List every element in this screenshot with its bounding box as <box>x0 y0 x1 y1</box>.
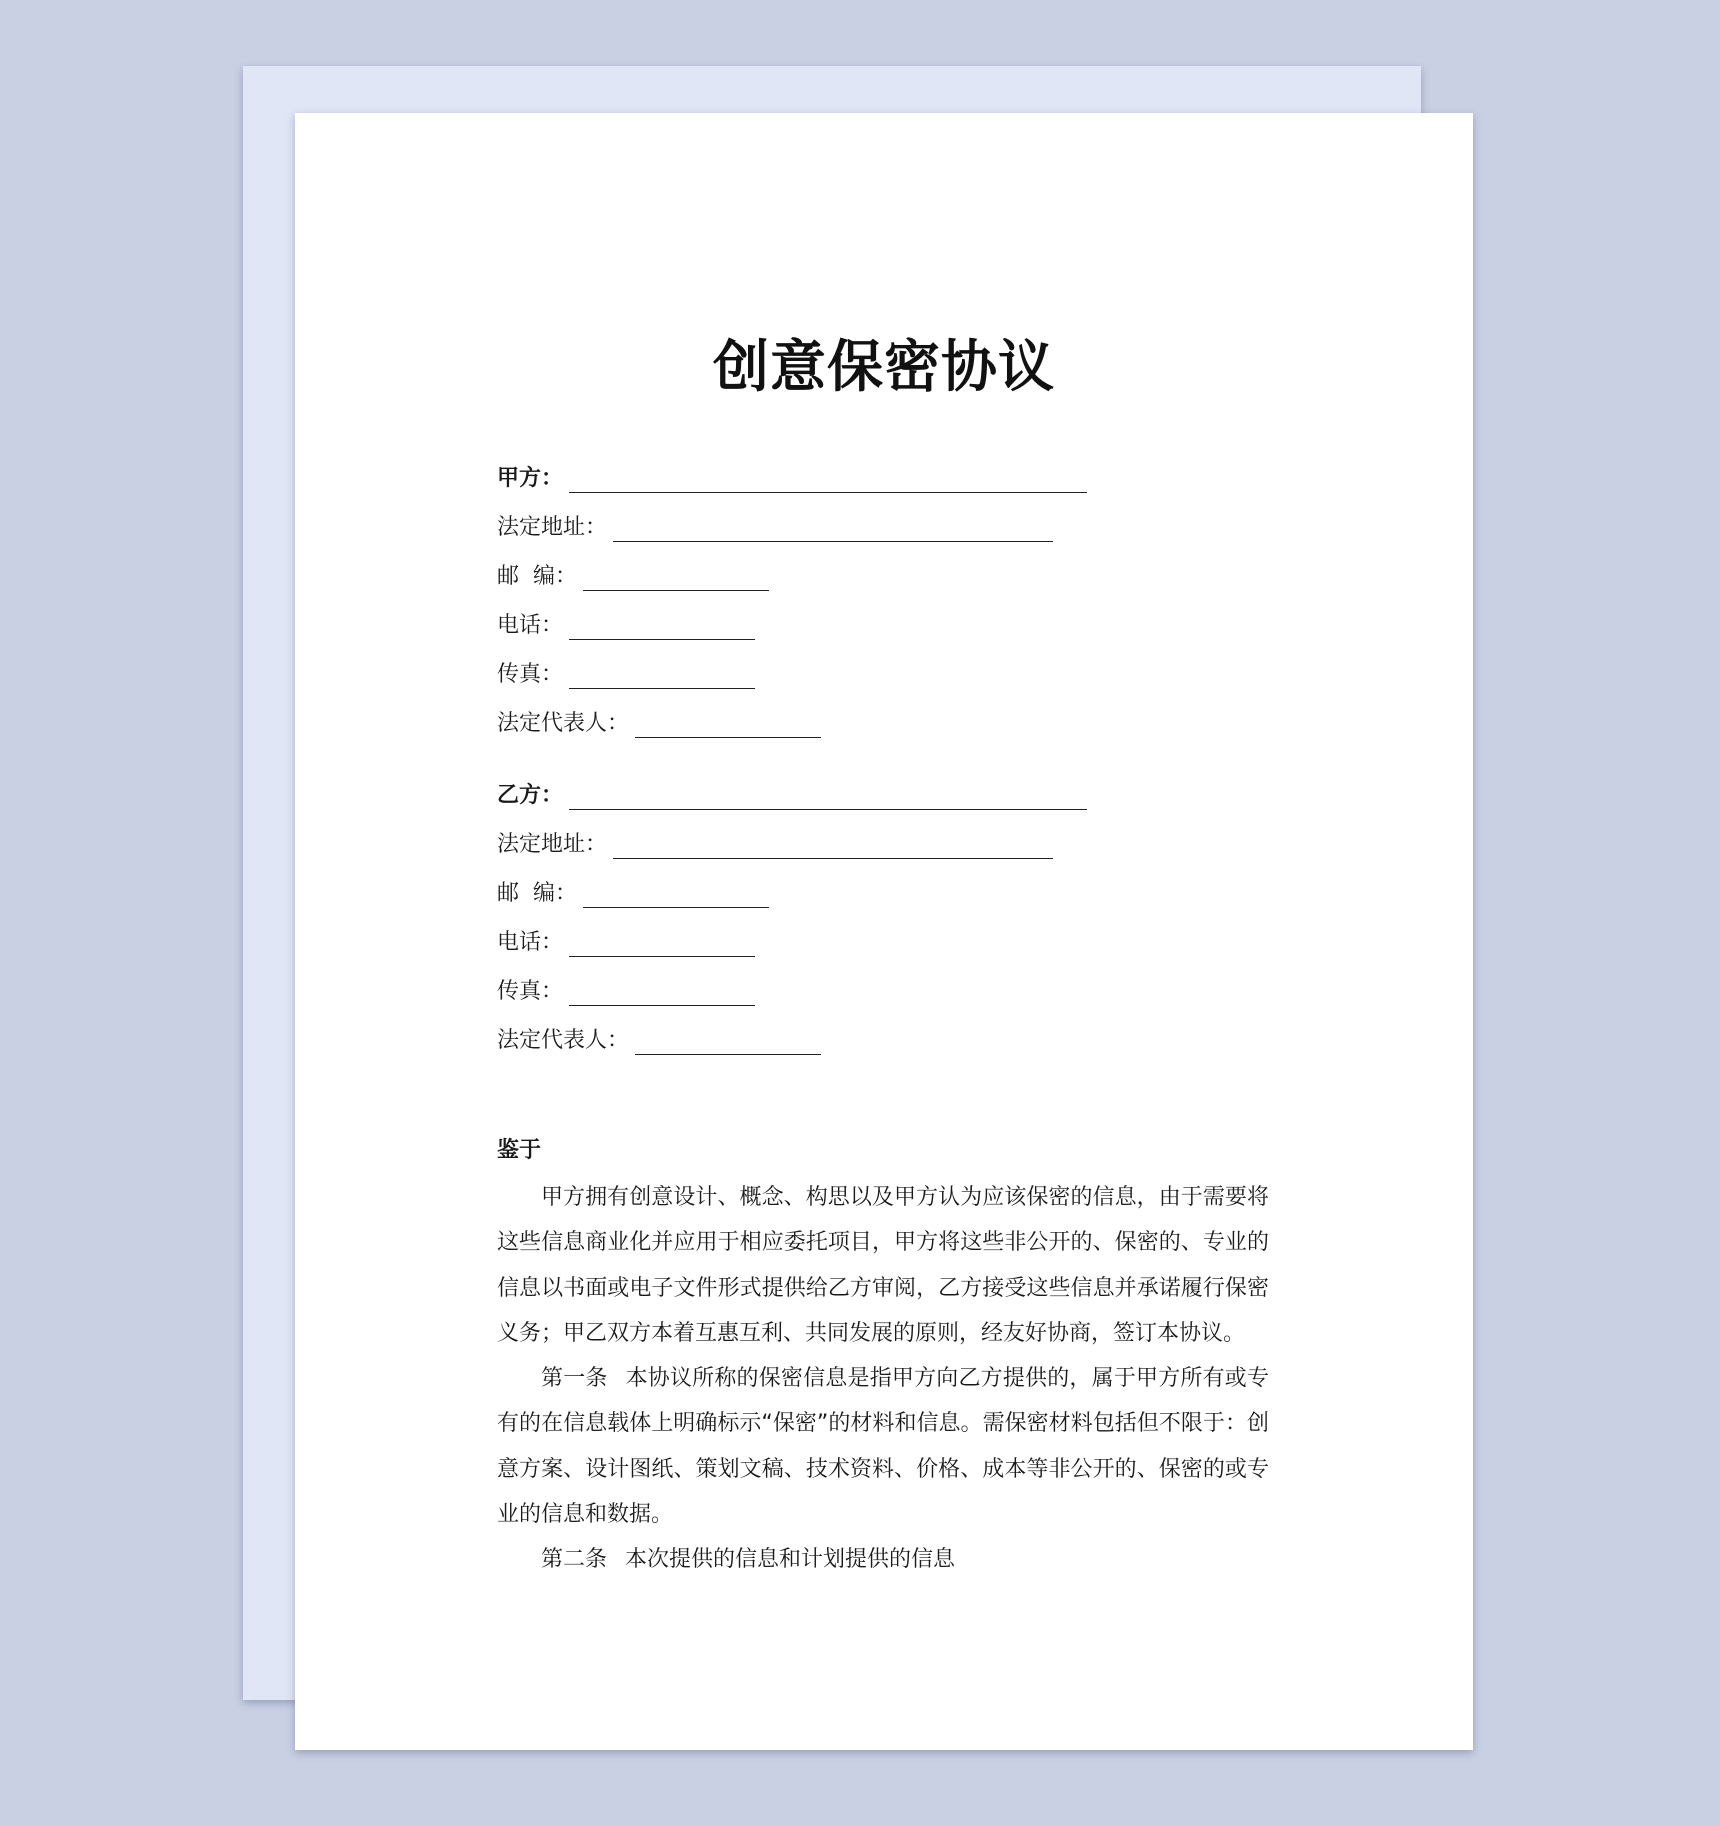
party-b-address-label: 法定地址： <box>497 832 608 857</box>
clause-1-text: 本协议所称的保密信息是指甲方向乙方提供的，属于甲方所有或专有的在信息载体上明确标示“保密”的材料和信息。需保密材料包括但不限于：创意方案、设计图纸、策划文稿、技术资料、价格、成本等非公开的、保密的或专业的信息和数据。 <box>497 1366 1269 1528</box>
party-b-phone-label: 电话： <box>497 930 564 955</box>
party-b-fax-row <box>497 972 755 1006</box>
party-b-postcode-blank[interactable] <box>583 887 769 908</box>
document-title: 创意保密协议 <box>713 335 1055 400</box>
party-a-address-blank[interactable] <box>613 521 1053 542</box>
party-b-representative-row <box>497 1021 821 1055</box>
party-b-phone-blank[interactable] <box>569 936 755 957</box>
party-a-phone-row <box>497 606 755 640</box>
agreement-body <box>497 1175 1269 1583</box>
party-a-postcode-row <box>497 557 769 591</box>
clause-1 <box>497 1356 1269 1537</box>
party-a-label: 甲方： <box>497 466 564 491</box>
party-b-fax-blank[interactable] <box>569 985 755 1006</box>
party-b-fax-label: 传真： <box>497 979 564 1004</box>
party-b-address-row <box>497 825 1053 859</box>
party-a-fax-label: 传真： <box>497 662 564 687</box>
party-a-representative-label: 法定代表人： <box>497 711 630 736</box>
party-a-phone-label: 电话： <box>497 613 564 638</box>
party-b-postcode-label: 邮 编： <box>497 881 577 906</box>
whereas-heading: 鉴于 <box>497 1138 542 1163</box>
party-b-representative-blank[interactable] <box>635 1034 821 1055</box>
party-a-name-row <box>497 459 1087 493</box>
document-page <box>295 113 1473 1750</box>
party-b-address-blank[interactable] <box>613 838 1053 859</box>
clause-2-number: 第二条 <box>541 1547 608 1573</box>
party-a-address-label: 法定地址： <box>497 515 608 540</box>
clause-2 <box>497 1537 1269 1582</box>
party-b-representative-label: 法定代表人： <box>497 1028 630 1053</box>
party-a-phone-blank[interactable] <box>569 619 755 640</box>
whereas-paragraph: 甲方拥有创意设计、概念、构思以及甲方认为应该保密的信息，由于需要将这些信息商业化并应用于相应委托项目，甲方将这些非公开的、保密的、专业的信息以书面或电子文件形式提供给乙方审阅，乙方接受这些信息并承诺履行保密义务；甲乙双方本着互惠互利、共同发展的原则，经友好协商，签订本协议。 <box>497 1185 1269 1346</box>
party-a-postcode-label: 邮 编： <box>497 564 577 589</box>
party-b-label: 乙方： <box>497 783 564 808</box>
party-b-postcode-row <box>497 874 769 908</box>
party-a-fax-blank[interactable] <box>569 668 755 689</box>
party-b-name-row <box>497 776 1087 810</box>
party-a-name-blank[interactable] <box>569 472 1087 493</box>
party-b-phone-row <box>497 923 755 957</box>
party-b-name-blank[interactable] <box>569 789 1087 810</box>
clause-2-text: 本次提供的信息和计划提供的信息 <box>625 1547 956 1573</box>
party-a-postcode-blank[interactable] <box>583 570 769 591</box>
party-a-representative-row <box>497 704 821 738</box>
party-a-representative-blank[interactable] <box>635 717 821 738</box>
party-a-fax-row <box>497 655 755 689</box>
clause-1-number: 第一条 <box>541 1366 608 1392</box>
party-a-address-row <box>497 508 1053 542</box>
